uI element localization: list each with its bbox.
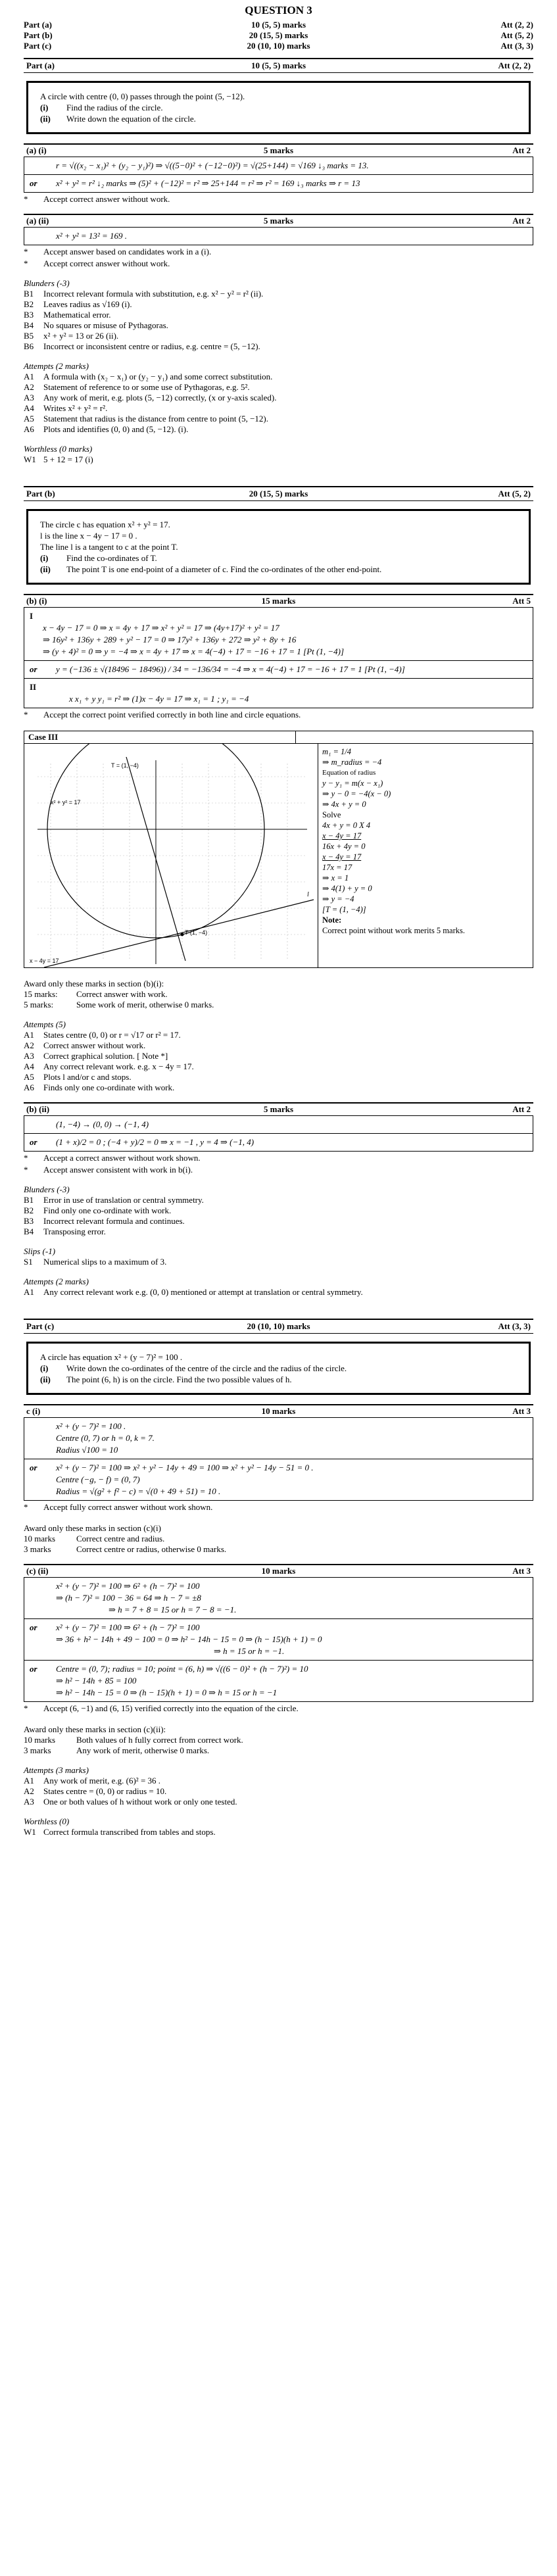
text-segment: Att (2, 2)	[498, 61, 531, 70]
label-top: T = (1, −4)	[111, 762, 139, 769]
text-segment: (i)	[40, 103, 49, 112]
note: * Accept fully correct answer without work shown.	[24, 1502, 213, 1512]
text-segment: 15 marks	[261, 596, 296, 606]
attempts-heading: Attempts (5)	[24, 1019, 66, 1029]
text-segment: B4	[24, 1227, 34, 1236]
text-segment: or	[30, 1137, 37, 1147]
text-segment: A1	[24, 372, 34, 381]
text-segment: A3	[24, 1051, 34, 1061]
text-segment: [T = (1, −4)]	[322, 905, 366, 914]
text-segment: Correct graphical solution. [ Note *]	[43, 1051, 168, 1061]
text-segment: Finds only one co-ordinate with work.	[43, 1082, 175, 1092]
text-segment: Att 2	[512, 1104, 531, 1114]
part-a-i-answer	[24, 157, 533, 193]
attempts-heading: Attempts (2 marks)	[24, 361, 89, 371]
text-segment: 10 marks	[261, 1406, 296, 1416]
part-a-header	[24, 58, 533, 73]
text-segment: Correct answer without work.	[43, 1040, 146, 1050]
text-segment: Part (a)	[26, 61, 55, 70]
text-segment: Centre = (0, 7); radius = 10; point = (6, h) ⇒ √((6 − 0)² + (h − 7)²) = 10	[56, 1664, 308, 1674]
text-segment: Error in use of translation or central symmetry.	[43, 1195, 204, 1205]
text-segment: Writes x² + y² = r².	[43, 403, 108, 413]
text-segment: 10 marks	[24, 1735, 56, 1745]
label-tangent: x − 4y = 17	[30, 958, 59, 964]
text-segment: A1	[24, 1287, 34, 1297]
note: * Accept correct answer without work.	[24, 194, 170, 204]
text-segment: Part (b)	[26, 489, 55, 498]
text-segment: Plots l and/or c and stops.	[43, 1072, 132, 1082]
point-t	[181, 933, 184, 936]
text-segment: Leaves radius as √169 (i).	[43, 299, 132, 309]
text-segment: x² + (y − 7)² = 100 ⇒ x² + y² − 14y + 49 = 100 ⇒ x² + y² − 14y − 51 = 0 .	[56, 1463, 314, 1472]
text-segment: A6	[24, 1082, 34, 1092]
text-segment: ⇒ h² − 14h − 15 = 0 ⇒ (h − 15)(h + 1) = 0 ⇒ h = 15 or h = −1	[56, 1688, 278, 1697]
text-segment: (b) (ii)	[26, 1104, 50, 1114]
text-segment: 5 marks	[263, 145, 294, 155]
text-segment: 10 marks	[261, 1566, 296, 1576]
text-segment: x² + (y − 7)² = 100 .	[56, 1421, 126, 1431]
text-segment: Any work of merit, e.g. plots (5, −12) correctly, (x or y-axis scaled).	[43, 393, 277, 402]
text-segment: ⇒ 4(1) + y = 0	[322, 884, 372, 893]
worthless-heading: Worthless (0)	[24, 1816, 70, 1826]
text-segment: or	[30, 1463, 37, 1472]
text-segment: l is the line x − 4y − 17 = 0 .	[40, 531, 137, 541]
text-segment: x² + y² = r² ↓₂ marks ⇒ (5)² + (−12)² = r² ⇒ 25+144 = r² ⇒ r² = 169 ↓₃ marks ⇒ r = 13	[56, 178, 360, 188]
text-segment: II	[30, 682, 37, 692]
tangent-line-l	[44, 900, 314, 967]
text-segment: No squares or misuse of Pythagoras.	[43, 320, 168, 330]
worthless-list	[24, 1827, 533, 1837]
text-segment: or	[30, 664, 37, 674]
text-segment: y − y₁ = m(x − x₁)	[322, 779, 383, 788]
text-segment: or	[30, 178, 37, 188]
text-segment: Incorrect relevant formula and continues.	[43, 1216, 185, 1226]
text-segment: Equation of radius	[322, 769, 376, 777]
note: * Accept correct answer without work.	[24, 258, 170, 268]
text-segment: Incorrect or inconsistent centre or radius, e.g. centre = (5, −12).	[43, 341, 260, 351]
blunders-list	[24, 289, 533, 352]
text-segment: ⇒ y − 0 = −4(x − 0)	[322, 789, 391, 798]
text-segment: Case III	[24, 731, 296, 743]
text-segment: States centre (0, 0) or r = √17 or r² = 17.	[43, 1030, 181, 1040]
slips-heading: Slips (-1)	[24, 1246, 56, 1256]
text-segment: ⇒ x = 1	[322, 873, 349, 883]
text-segment: x² + (y − 7)² = 100 ⇒ 6² + (h − 7)² = 100	[56, 1581, 200, 1591]
text-segment: Award only these marks in section (c)(i)	[24, 1523, 161, 1533]
text-segment: W1	[24, 1827, 36, 1837]
text-segment: (i)	[40, 553, 49, 563]
text-segment: A circle with centre (0, 0) passes through the point (5, −12).	[40, 91, 245, 101]
text-segment: x − 4y = 17	[322, 852, 362, 862]
text-segment: ⇒ h = 15 or h = −1.	[214, 1646, 285, 1656]
text-segment: ⇒ 16y² + 136y + 289 + y² − 17 = 0 ⇒ 17y² + 136y + 272 ⇒ y² + 8y + 16	[43, 635, 297, 644]
text-segment: Incorrect relevant formula with substitution, e.g. x² − y² = r² (ii).	[43, 289, 264, 299]
text-segment: x² + y² = 13² = 169 .	[56, 231, 128, 241]
text-segment: c (i)	[26, 1406, 41, 1416]
note: * Accept answer consistent with work in b(i).	[24, 1165, 193, 1175]
text-segment: m₁ = 1/4	[322, 747, 352, 756]
text-segment: One or both values of h without work or only one tested.	[43, 1797, 237, 1807]
text-segment: (i)	[40, 1363, 49, 1373]
note: * Accept answer based on candidates work in a (i).	[24, 247, 212, 256]
award-section	[24, 979, 533, 1010]
text-segment: (b) (i)	[26, 596, 47, 606]
text-segment: Part (c)	[26, 1321, 55, 1331]
text-segment: 16x + 4y = 0	[322, 842, 366, 851]
award-section	[24, 1523, 533, 1555]
text-segment: Any work of merit, e.g. (6)² = 36 .	[43, 1776, 161, 1786]
text-segment: 20 (10, 10) marks	[247, 41, 310, 51]
text-segment: The circle c has equation x² + y² = 17.	[40, 520, 170, 529]
text-segment: A2	[24, 1040, 34, 1050]
text-segment: A2	[24, 1786, 34, 1796]
summary-row	[24, 41, 533, 51]
text-segment: 20 (15, 5) marks	[249, 30, 308, 40]
text-segment: 20 (10, 10) marks	[247, 1321, 310, 1331]
text-segment: Accept (6, −1) and (6, 15) verified correctly into the equation of the circle.	[43, 1703, 299, 1713]
attempts-list	[24, 372, 533, 435]
part-a-question	[26, 81, 531, 134]
text-segment: A3	[24, 1797, 34, 1807]
text-segment: Mathematical error.	[43, 310, 111, 320]
text-segment: Write down the equation of the circle.	[66, 114, 196, 124]
part-c-i-header	[24, 1404, 533, 1418]
text-segment: 10 (5, 5) marks	[251, 61, 306, 70]
text-segment: Accept answer consistent with work in b(i).	[43, 1165, 193, 1175]
text-segment: r = √((x₂ − x₁)² + (y₂ − y₁)²) ⇒ √((5−0)² + (−12−0)²) = √(25+144) = √169 ↓₃ marks = 13.	[56, 160, 369, 170]
text-segment: The point (6, h) is on the circle. Find the two possible values of h.	[66, 1374, 292, 1384]
grid	[37, 764, 307, 961]
text-segment: or	[30, 1622, 37, 1632]
text-segment: Part (a)	[24, 20, 52, 30]
part-c-question	[26, 1342, 531, 1395]
text-segment: Statement of reference to or some use of Pythagoras, e.g. 5².	[43, 382, 250, 392]
text-segment: A1	[24, 1776, 34, 1786]
text-segment: Accept correct answer without work.	[43, 258, 170, 268]
text-segment: Any correct relevant work. e.g. x − 4y = 17.	[43, 1061, 194, 1071]
text-segment: 10 marks	[24, 1534, 56, 1543]
text-segment: States centre = (0, 0) or radius = 10.	[43, 1786, 167, 1796]
part-c-ii-answer	[24, 1578, 533, 1702]
text-segment: Centre (0, 7) or h = 0, k = 7.	[56, 1433, 155, 1443]
text-segment: 20 (15, 5) marks	[249, 489, 308, 498]
part-b-header	[24, 486, 533, 501]
text-segment: B5	[24, 331, 34, 341]
text-segment: ⇒ 36 + h² − 14h + 49 − 100 = 0 ⇒ h² − 14h − 15 = 0 ⇒ (h − 15)(h + 1) = 0	[56, 1634, 322, 1644]
award-section	[24, 1724, 533, 1756]
text-segment: S1	[24, 1257, 33, 1267]
text-segment: Att (3, 3)	[500, 41, 533, 51]
text-segment: Plots and identifies (0, 0) and (5, −12). (i).	[43, 424, 189, 434]
text-segment: 3 marks	[24, 1544, 51, 1554]
text-segment: y = (−136 ± √(18496 − 18496)) / 34 = −136/34 = −4 ⇒ x = 4(−4) + 17 = −16 + 17 = 1 [Pt (1, −4)]	[56, 664, 405, 674]
text-segment: (c) (ii)	[26, 1566, 49, 1576]
blunders-heading: Blunders (-3)	[24, 278, 70, 288]
part-a-ii-header	[24, 214, 533, 228]
text-segment: Any correct relevant work e.g. (0, 0) mentioned or attempt at translation or central symmetry.	[43, 1287, 363, 1297]
attempts-list	[24, 1287, 533, 1298]
text-segment: Radius √100 = 10	[56, 1445, 118, 1455]
text-segment: A formula with (x₂ − x₁) or (y₂ − y₁) and some correct substitution.	[43, 372, 273, 381]
note: * Accept the correct point verified correctly in both line and circle equations.	[24, 710, 301, 719]
label-circle: x² + y² = 17	[51, 799, 81, 806]
page-title: QUESTION 3	[245, 4, 312, 16]
text-segment: 15 marks:	[24, 989, 58, 999]
text-segment: A1	[24, 1030, 34, 1040]
text-segment: Write down the co-ordinates of the centre of the circle and the radius of the circle.	[66, 1363, 347, 1373]
part-b-question	[26, 509, 531, 585]
text-segment: Any work of merit, otherwise 0 marks.	[76, 1745, 210, 1755]
attempts-heading: Attempts (3 marks)	[24, 1765, 89, 1775]
text-segment: The line l is a tangent to c at the point T.	[40, 542, 178, 552]
text-segment: Correct point without work merits 5 marks.	[322, 926, 465, 935]
part-b-i-answer	[24, 608, 533, 708]
marking-scheme-page	[24, 0, 533, 1837]
text-segment: Transposing error.	[43, 1227, 106, 1236]
text-segment: Find the co-ordinates of T.	[66, 553, 157, 563]
text-segment: B6	[24, 341, 34, 351]
text-segment: Award only these marks in section (c)(ii):	[24, 1724, 166, 1734]
text-segment: B3	[24, 310, 34, 320]
text-segment: A5	[24, 414, 34, 424]
text-segment: Radius = √(g² + f² − c) = √(0 + 49 + 51) = 10 .	[56, 1486, 221, 1496]
note: * Accept (6, −1) and (6, 15) verified correctly into the equation of the circle.	[24, 1703, 299, 1713]
text-segment: The point T is one end-point of a diameter of c. Find the co-ordinates of the other end-point.	[66, 564, 382, 574]
text-segment: (1 + x)/2 = 0 ; (−4 + y)/2 = 0 ⇒ x = −1 , y = 4 ⇒ (−1, 4)	[56, 1137, 254, 1147]
text-segment: A3	[24, 393, 34, 402]
text-segment: Find only one co-ordinate with work.	[43, 1205, 172, 1215]
summary-table	[24, 20, 533, 51]
text-segment: ⇒ h² − 14h + 85 = 100	[56, 1676, 137, 1686]
text-segment: 17x = 17	[322, 863, 352, 872]
worthless-list	[24, 454, 533, 465]
summary-row	[24, 20, 533, 30]
attempts-list	[24, 1030, 533, 1093]
graph-svg	[24, 744, 318, 967]
text-segment: 3 marks	[24, 1745, 51, 1755]
text-segment: Award only these marks in section (b)(i):	[24, 979, 164, 988]
text-segment: Att 3	[512, 1566, 531, 1576]
text-segment: 5 marks	[263, 1104, 294, 1114]
text-segment: Centre (−g, − f) = (0, 7)	[56, 1474, 140, 1484]
attempts-heading: Attempts (2 marks)	[24, 1276, 89, 1286]
text-segment: Statement that radius is the distance from centre to point (5, −12).	[43, 414, 268, 424]
label-l: l	[307, 891, 309, 898]
text-segment: Some work of merit, otherwise 0 marks.	[76, 1000, 214, 1009]
summary-row	[24, 30, 533, 41]
text-segment: 5 marks	[263, 216, 294, 226]
text-segment: A5	[24, 1072, 34, 1082]
text-segment: ⇒ h = 7 + 8 = 15 or h = 7 − 8 = −1.	[109, 1605, 237, 1615]
text-segment: A circle has equation x² + (y − 7)² = 100 .	[40, 1352, 183, 1362]
text-segment: (1, −4) → (0, 0) → (−1, 4)	[56, 1119, 149, 1129]
text-segment: Correct centre and radius.	[76, 1534, 165, 1543]
text-segment: Accept fully correct answer without work shown.	[43, 1502, 213, 1512]
case-iii-box	[24, 731, 533, 968]
text-segment: 10 (5, 5) marks	[251, 20, 306, 30]
text-segment: B2	[24, 299, 34, 309]
text-segment: 5 marks:	[24, 1000, 54, 1009]
label-point: T (1, −4)	[185, 929, 208, 936]
text-segment: Att (3, 3)	[498, 1321, 531, 1331]
text-segment: W1	[24, 454, 36, 464]
text-segment: Correct centre or radius, otherwise 0 marks.	[76, 1544, 227, 1554]
text-segment: x − 4y = 17	[322, 831, 362, 840]
text-segment: or	[30, 1664, 37, 1674]
text-segment: (ii)	[40, 564, 51, 574]
text-segment: x x₁ + y y₁ = r² ⇒ (1)x − 4y = 17 ⇒ x₁ = 1 ; y₁ = −4	[69, 694, 249, 704]
text-segment: Both values of h fully correct from correct work.	[76, 1735, 243, 1745]
text-segment: (ii)	[40, 114, 51, 124]
text-segment: ⇒ (h − 7)² = 100 − 36 = 64 ⇒ h − 7 = ±8	[56, 1593, 201, 1603]
attempts-list	[24, 1776, 533, 1807]
text-segment: B4	[24, 320, 34, 330]
text-segment: x² + (y − 7)² = 100 ⇒ 6² + (h − 7)² = 100	[56, 1622, 200, 1632]
text-segment: Note:	[322, 915, 342, 925]
text-segment: Solve	[322, 810, 341, 819]
text-segment: (ii)	[40, 1374, 51, 1384]
worthless-heading: Worthless (0 marks)	[24, 444, 93, 454]
text-segment: Correct answer with work.	[76, 989, 168, 999]
text-segment: ⇒ (y + 4)² = 0 ⇒ y = −4 ⇒ x = 4y + 17 ⇒ x = 4(−4) + 17 = −16 + 17 = 1 [Pt (1, −4)]	[43, 646, 345, 656]
text-segment: Accept a correct answer without work shown.	[43, 1153, 201, 1163]
text-segment: Numerical slips to a maximum of 3.	[43, 1257, 167, 1267]
text-segment: Part (b)	[24, 30, 53, 40]
part-c-i-answer	[24, 1418, 533, 1501]
part-b-ii-answer	[24, 1116, 533, 1152]
case-iii-working	[318, 744, 533, 967]
text-segment: ⇒ 4x + y = 0	[322, 800, 366, 809]
circle-tangent-graph	[24, 744, 318, 967]
text-segment: x² + y² = 13 or 26 (ii).	[43, 331, 119, 341]
text-segment: I	[30, 611, 34, 621]
text-segment: Find the radius of the circle.	[66, 103, 163, 112]
text-segment: Att 2	[512, 216, 531, 226]
text-segment: Att 3	[512, 1406, 531, 1416]
text-segment: A2	[24, 382, 34, 392]
text-segment: Accept the correct point verified correctly in both line and circle equations.	[43, 710, 301, 719]
text-segment: Att 2	[512, 145, 531, 155]
text-segment: 5 + 12 = 17 (i)	[43, 454, 93, 464]
text-segment: Att (5, 2)	[500, 30, 533, 40]
text-segment: A4	[24, 403, 34, 413]
text-segment: (a) (ii)	[26, 216, 49, 226]
text-segment: Accept answer based on candidates work in a (i).	[43, 247, 212, 256]
text-segment: ⇒ m_radius = −4	[322, 758, 382, 767]
text-segment: Accept correct answer without work.	[43, 194, 170, 204]
note: * Accept a correct answer without work shown.	[24, 1153, 201, 1163]
part-b-ii-header	[24, 1102, 533, 1116]
part-a-ii-answer	[24, 228, 533, 245]
blunders-heading: Blunders (-3)	[24, 1184, 70, 1194]
text-segment: (a) (i)	[26, 145, 47, 155]
text-segment: Att (5, 2)	[498, 489, 531, 498]
text-segment: 4x + y = 0 X 4	[322, 821, 371, 830]
text-segment: ⇒ y = −4	[322, 894, 354, 904]
text-segment: A4	[24, 1061, 34, 1071]
text-segment: B1	[24, 289, 34, 299]
part-c-ii-header	[24, 1564, 533, 1578]
text-segment: B3	[24, 1216, 34, 1226]
slips-list	[24, 1257, 533, 1267]
text-segment: B1	[24, 1195, 34, 1205]
text-segment: B2	[24, 1205, 34, 1215]
text-segment: x − 4y − 17 = 0 ⇒ x = 4y + 17 ⇒ x² + y² = 17 ⇒ (4y+17)² + y² = 17	[43, 623, 279, 633]
part-a-i-header	[24, 143, 533, 157]
part-b-i-header	[24, 594, 533, 608]
blunders-list	[24, 1195, 533, 1237]
text-segment: Att (2, 2)	[500, 20, 533, 30]
text-segment: A6	[24, 424, 34, 434]
text-segment: Correct formula transcribed from tables and stops.	[43, 1827, 216, 1837]
part-c-header	[24, 1319, 533, 1334]
text-segment: Att 5	[512, 596, 531, 606]
text-segment: Part (c)	[24, 41, 52, 51]
